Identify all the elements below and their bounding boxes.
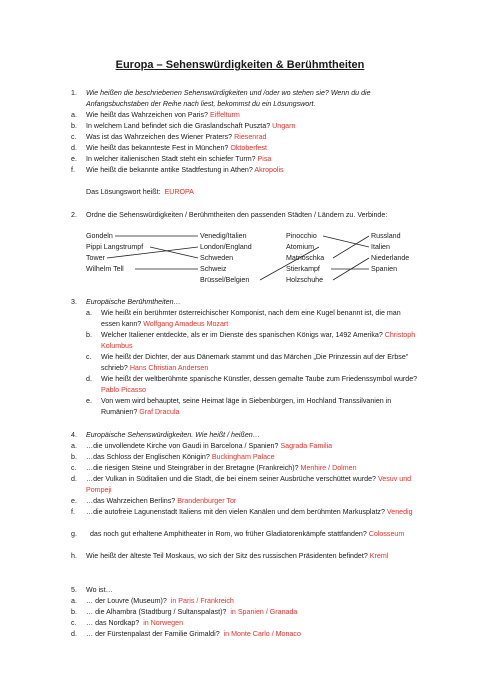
q4-question: …das Schloss der Englischen Königin?	[86, 453, 210, 461]
match-right-b: Niederlande	[371, 254, 410, 262]
match-right-a: Matrioschka	[286, 254, 325, 262]
q3-letter: b.	[86, 331, 92, 339]
q1-letter: a.	[71, 111, 77, 119]
q3-letter: e.	[86, 397, 92, 405]
q1-question: Was ist das Wahrzeichen des Wiener Praters?	[86, 133, 233, 141]
q1-letter: f.	[71, 166, 75, 174]
q3-answer: Graf Dracula	[139, 407, 180, 416]
q3-letter: c.	[86, 353, 92, 361]
q2-instruction: Ordne die Sehenswürdigkeiten / Berühmtheiten den passenden Städten / Ländern zu. Verbinde:	[86, 211, 388, 219]
q1-letter: e.	[71, 155, 77, 163]
q3-question: Von wem wird behauptet, seine Heimat läge in Siebenbürgen, im Hochland Transsilvanien in Rumänien?	[101, 397, 392, 416]
q1-letter: b.	[71, 122, 77, 130]
connector-line	[260, 247, 319, 280]
q4-item	[86, 474, 421, 495]
match-left-a: Wilhelm Tell	[86, 265, 124, 273]
q2-number: 2.	[71, 211, 77, 219]
q4-answer: Brandenburger Tor	[177, 497, 237, 505]
match-left-b: Schweden	[200, 254, 234, 262]
q3-answer: Wolfgang Amadeus Mozart	[143, 319, 229, 328]
q1-answer: Ungarn	[272, 122, 296, 130]
q1-number: 1.	[71, 89, 77, 97]
match-right-a: Atomium	[286, 243, 314, 251]
q4-instruction: Europäische Sehenswürdigkeiten. Wie heißt / heißen…	[86, 431, 260, 439]
q4-letter: d.	[71, 475, 77, 483]
q1-instruction: Wie heißen die beschriebenen Sehenswürdigkeiten und /oder wo stehen sie? Wenn du die Anfangsbuchstaben der Reihe nach liest, bekommst du ein Lösungswort.	[86, 89, 371, 108]
q5-item	[86, 596, 421, 607]
match-right-a: Stierkampf	[286, 265, 320, 273]
page-title: Europa – Sehenswürdigkeiten & Berühmtheiten	[115, 59, 365, 71]
q4-item	[86, 551, 421, 562]
q4-item	[86, 507, 421, 518]
q4-letter: b.	[71, 453, 77, 461]
q4-letter: g.	[71, 530, 77, 538]
match-right-b: Russland	[371, 232, 401, 240]
match-left-b: Schweiz	[200, 265, 227, 273]
q4-answer: Sagrada Familia	[280, 442, 333, 450]
q4-question: Wie heißt der älteste Teil Moskaus, wo sich der Sitz des russischen Präsidenten befindet?	[86, 552, 368, 560]
q5-question: … die Alhambra (Stadtburg / Sultanspalast)?	[86, 608, 227, 616]
connector-line	[323, 236, 369, 247]
q3-question: Wie heißt der Dichter, der aus Dänemark stammt und das Märchen „Die Prinzessin auf der Erbse" schrieb?	[101, 353, 409, 372]
match-left-b: Venedig/Italien	[200, 232, 247, 240]
q1-letter: d.	[71, 144, 77, 152]
match-right-a: Holzschuhe	[286, 276, 324, 284]
q3-item	[101, 308, 421, 329]
q5-number: 5.	[71, 586, 77, 594]
q4-letter: a.	[71, 442, 77, 450]
q3-number: 3.	[71, 298, 77, 306]
q4-letter: e.	[71, 497, 77, 505]
q4-item	[86, 529, 421, 540]
q3-letter: a.	[86, 309, 92, 317]
q4-question: …die unvollendete Kirche von Gaudi in Barcelona / Spanien?	[86, 442, 279, 450]
q4-question: …die riesigen Steine und Steingräber in der Bretagne (Frankreich)?	[86, 464, 299, 472]
q5-letter: a.	[71, 597, 77, 605]
q5-answer: in Paris / Frankreich	[170, 597, 234, 605]
q1-question: Wie heißt das bekannteste Fest in München?	[86, 144, 229, 152]
connector-line	[107, 247, 198, 258]
q1-answer: Eiffelturm	[209, 111, 240, 119]
q3-question: Welcher Italiener entdeckte, als er im Dienste des spanischen Königs war, 1492 Amerika?	[101, 331, 383, 339]
solution-label: Das Lösungswort heißt:	[86, 188, 161, 196]
q3-answer: Pablo Picasso	[101, 385, 146, 394]
q5-question: … der Louvre (Museum)?	[86, 597, 167, 605]
q3-item	[101, 330, 421, 351]
match-right-b: Spanien	[371, 265, 398, 273]
match-left-b: Brüssel/Belgien	[200, 276, 250, 284]
q4-question: …die autofreie Lagunenstadt Italiens mit den vielen Kanälen und dem berühmten Markusplatz?	[86, 508, 385, 516]
q4-answer: Menhire / Dolmen	[300, 464, 357, 472]
q5-letter: c.	[71, 619, 77, 627]
q4-answer: Colosseum	[368, 530, 405, 538]
match-right-b: Italien	[371, 243, 390, 251]
q4-item	[86, 463, 421, 474]
q1-question: In welcher italienischen Stadt steht ein schiefer Turm?	[86, 155, 256, 163]
q5-item	[86, 629, 421, 640]
q1-answer: Oktoberfest	[230, 144, 268, 152]
q4-question: das noch gut erhaltene Amphitheater in Rom, wo früher Gladiatorenkämpfe stattfanden?	[89, 530, 367, 538]
q4-question: …das Wahrzeichen Berlins?	[86, 497, 176, 505]
q5-question: … das Nordkap?	[86, 619, 140, 627]
solution-word: EUROPA	[164, 188, 194, 196]
connector-line	[150, 247, 198, 258]
q3-item	[101, 396, 421, 417]
q4-answer: Vesuv und Pompeji	[86, 475, 412, 494]
match-right-a: Pinocchio	[286, 232, 317, 240]
q4-letter: h.	[71, 552, 77, 560]
q5-instruction: Wo ist…	[86, 586, 113, 594]
q1-question: Wie heißt die bekannte antike Stadtfestung in Athen?	[86, 166, 253, 174]
match-left-b: London/England	[200, 243, 252, 251]
q4-answer: Kreml	[369, 552, 389, 560]
q4-answer: Venedig	[386, 508, 413, 516]
q5-answer: in Spanien / Granada	[230, 608, 298, 616]
q4-letter: f.	[71, 508, 75, 516]
q5-letter: b.	[71, 608, 77, 616]
q4-letter: c.	[71, 464, 77, 472]
q3-question: Wie heißt ein berühmter österreichischer Komponist, nach dem eine Kugel benannt ist, die man essen kann?	[101, 309, 401, 328]
q4-answer: Buckingham Palace	[211, 453, 275, 461]
q5-letter: d.	[71, 630, 77, 638]
q1-letter: c.	[71, 133, 77, 141]
q1-answer: Akropolis	[254, 166, 284, 174]
q4-item	[86, 452, 421, 463]
q1-question: In welchem Land befindet sich die Graslandschaft Puszta?	[86, 122, 271, 130]
q3-item	[101, 352, 421, 373]
q3-letter: d.	[86, 375, 92, 383]
q5-item	[86, 607, 421, 618]
q1-question: Wie heißt das Wahrzeichen von Paris?	[86, 111, 208, 119]
q5-question: … der Fürstenpalast der Familie Grimaldi?	[86, 630, 220, 638]
match-left-a: Gondeln	[86, 232, 113, 240]
q3-item	[101, 374, 421, 395]
q5-answer: in Monte Carlo / Monaco	[223, 630, 301, 638]
q3-answer: Hans Christian Andersen	[129, 363, 209, 372]
q4-item	[86, 496, 421, 507]
match-left-a: Tower	[86, 254, 105, 262]
q1-answer: Riesenrad	[234, 133, 267, 141]
q5-answer: in Norwegen	[143, 619, 184, 627]
q1-answer: Pisa	[257, 155, 272, 163]
match-left-a: Pippi Langstrumpf	[86, 243, 144, 251]
q3-instruction: Europäische Berühmtheiten…	[86, 298, 181, 306]
q4-number: 4.	[71, 431, 77, 439]
q3-answer: Christoph Kolumbus	[101, 331, 416, 350]
q4-question: …der Vulkan in Süditalien und die Stadt, die bei einem seiner Ausbrüche verschüttet wurde?	[86, 475, 376, 483]
q4-item	[86, 441, 421, 452]
q3-question: Wie heißt der weltberühmte spanische Künstler, dessen gemalte Taube zum Friedenssymbol wurde?	[101, 375, 418, 383]
q5-item	[86, 618, 421, 629]
